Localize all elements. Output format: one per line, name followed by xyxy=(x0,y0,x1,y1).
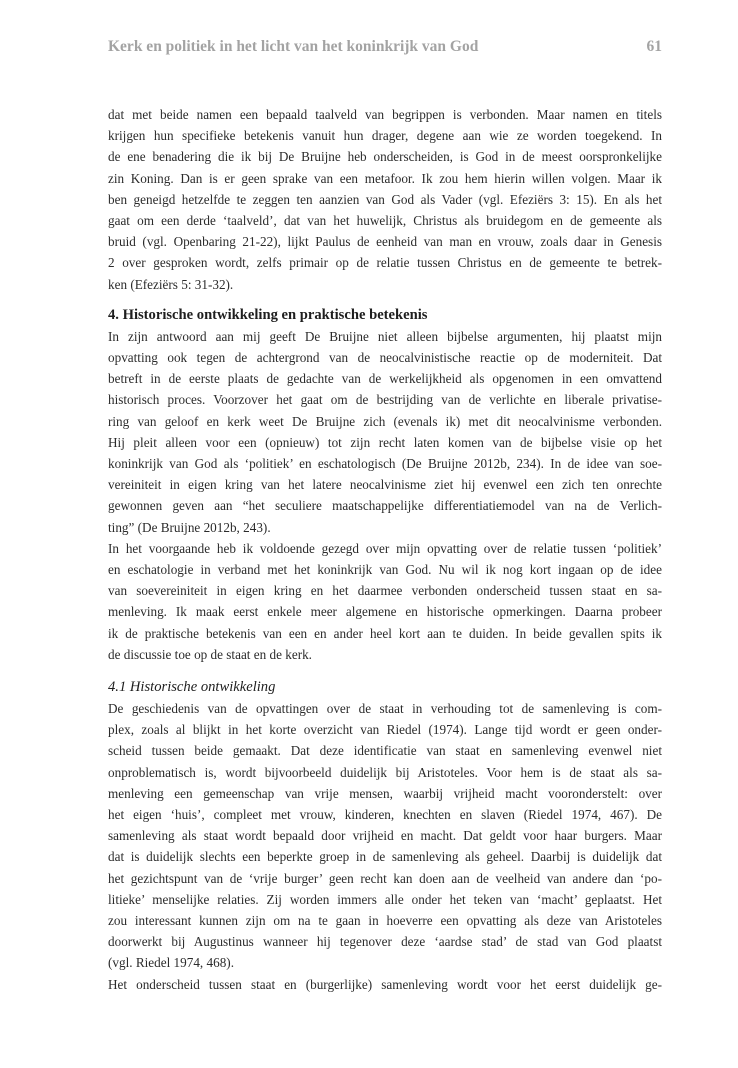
section-heading: 4. Historische ontwikkeling en praktische betekenis xyxy=(108,306,428,323)
text-line: ring van geloof en kerk weet De Bruijne zich (evenals ik) met dit neocalvinisme verbonden. xyxy=(108,413,662,429)
text-line: van soevereiniteit in eigen kring en het daarmee verbonden onderscheid tussen staat en sa- xyxy=(108,583,662,599)
text-line: dat is duidelijk slechts een beperkte groep in de samenleving als geheel. Daarbij is duidelijk dat xyxy=(108,849,662,865)
text-line: In zijn antwoord aan mij geeft De Bruijne niet alleen bijbelse argumenten, hij plaatst mijn xyxy=(108,328,662,344)
text-line: ik de praktische betekenis van een en ander heel kort aan te duiden. In beide gevallen spits ik xyxy=(108,625,662,641)
text-line: opvatting ook tegen de achtergrond van de neocalvinistische reactie op de moderniteit. Dat xyxy=(108,350,662,366)
running-title: Kerk en politiek in het licht van het koninkrijk van God xyxy=(108,38,479,55)
body-text xyxy=(108,104,662,995)
text-line: onproblematisch is, wordt bijvoorbeeld duidelijk bij Aristoteles. Voor hem is de staat als sa- xyxy=(108,764,662,780)
text-line: gewonnen geven aan “het seculiere maatschappelijke differentiatiemodel van na de Verlich- xyxy=(108,498,662,514)
text-line: ting” (De Bruijne 2012b, 243). xyxy=(108,519,271,535)
text-line: krijgen hun specifieke betekenis vanuit hun drager, degene aan wie ze worden toegekend. In xyxy=(108,128,662,144)
text-line: zou interessant kunnen zijn om na te gaan in hoeverre een opvatting als deze van Aristoteles xyxy=(108,912,662,928)
text-line: vereiniteit in eigen kring van het latere neocalvinisme ziet hij evenwel een zich ten onrechte xyxy=(108,477,662,493)
text-line: menleving een gemeenschap van vrije mensen, waarbij vrijheid macht vooronderstelt: over xyxy=(108,785,662,801)
text-line: menleving. Ik maak eerst enkele meer algemene en historische opmerkingen. Daarna probeer xyxy=(108,604,662,620)
text-line: plex, zoals al blijkt in het korte overzicht van Riedel (1974). Lange tijd wordt er geen onder- xyxy=(108,722,662,738)
text-line: historisch proces. Voorzover het gaat om de bestrijding van de verlichte en liberale privatise- xyxy=(108,392,662,408)
text-line: samenleving als staat wordt bepaald door vrijheid en macht. Dat geldt voor haar burgers. Maar xyxy=(108,828,662,844)
page-number: 61 xyxy=(646,38,662,55)
text-line: het gezichtspunt van de ‘vrije burger’ geen recht kan doen aan de veelheid van andere dan ‘po- xyxy=(108,870,662,886)
text-line: In het voorgaande heb ik voldoende gezegd over mijn opvatting over de relatie tussen ‘politiek’ xyxy=(108,540,662,556)
text-line: litieke’ menselijke relaties. Zij worden immers alle onder het teken van ‘macht’ geplaatst. Het xyxy=(108,891,662,907)
text-line: De geschiedenis van de opvattingen over de staat in verhouding tot de samenleving is com- xyxy=(108,701,662,717)
section41-paragraph-1 xyxy=(108,698,662,973)
section4-paragraph-2 xyxy=(108,538,662,665)
text-line: (vgl. Riedel 1974, 468). xyxy=(108,955,234,971)
running-head xyxy=(108,38,662,60)
text-line: 2 over gesproken wordt, zelfs primair op de relatie tussen Christus en de gemeente te betrek- xyxy=(108,255,662,271)
text-line: Hij pleit alleen voor een (opnieuw) tot zijn recht laten komen van de bijbelse visie op het xyxy=(108,434,662,450)
text-line: scheid tussen beide gemaakt. Dat deze identificatie van staat en samenleving evenwel niet xyxy=(108,743,662,759)
text-line: de ene benadering die ik bij De Bruijne heb onderscheiden, is God in de meest oorspronkelijke xyxy=(108,149,662,165)
text-line: Het onderscheid tussen staat en (burgerlijke) samenleving wordt voor het eerst duidelijk ge- xyxy=(108,976,662,992)
section4-paragraph-1 xyxy=(108,326,662,538)
text-line: doorwerkt bij Augustinus wanneer hij tegenover deze ‘aardse stad’ de stad van God plaatst xyxy=(108,934,662,950)
text-line: koninkrijk van God als ‘politiek’ en eschatologisch (De Bruijne 2012b, 234). In de idee van soe- xyxy=(108,456,662,471)
text-line: ken (Efeziërs 5: 31-32). xyxy=(108,276,234,292)
text-line: bruid (vgl. Openbaring 21-22), lijkt Paulus de eenheid van man en vrouw, zoals daar in Genesis xyxy=(108,234,662,250)
text-line: betreft in de eerste plaats de gedachte van de werkelijkheid als opgenomen in een omvattend xyxy=(108,371,662,387)
intro-paragraph xyxy=(108,104,662,295)
section41-paragraph-2 xyxy=(108,974,662,995)
text-line: en eschatologie in verband met het koninkrijk van God. Nu wil ik nog kort ingaan op de idee xyxy=(108,561,662,577)
text-line: ben geneigd hetzelfde te zeggen ten aanzien van God als Vader (vgl. Efeziërs 3: 15). En als het xyxy=(108,191,662,207)
text-line: de discussie toe op de staat en de kerk. xyxy=(108,646,312,662)
subsection-heading: 4.1 Historische ontwikkeling xyxy=(108,678,276,695)
text-line: gaat om een derde ‘taalveld’, dat van het huwelijk, Christus als bruidegom en de gemeente als xyxy=(108,212,662,228)
text-line: zin Koning. Dan is er geen sprake van een metafoor. Ik zou hem hierin willen volgen. Maar ik xyxy=(108,170,662,186)
text-line: dat met beide namen een bepaald taalveld van begrippen is verbonden. Maar namen en titels xyxy=(108,107,662,122)
text-line: het eigen ‘huis’, compleet met vrouw, kinderen, knechten en slaven (Riedel 1974, 467). De xyxy=(108,807,662,822)
